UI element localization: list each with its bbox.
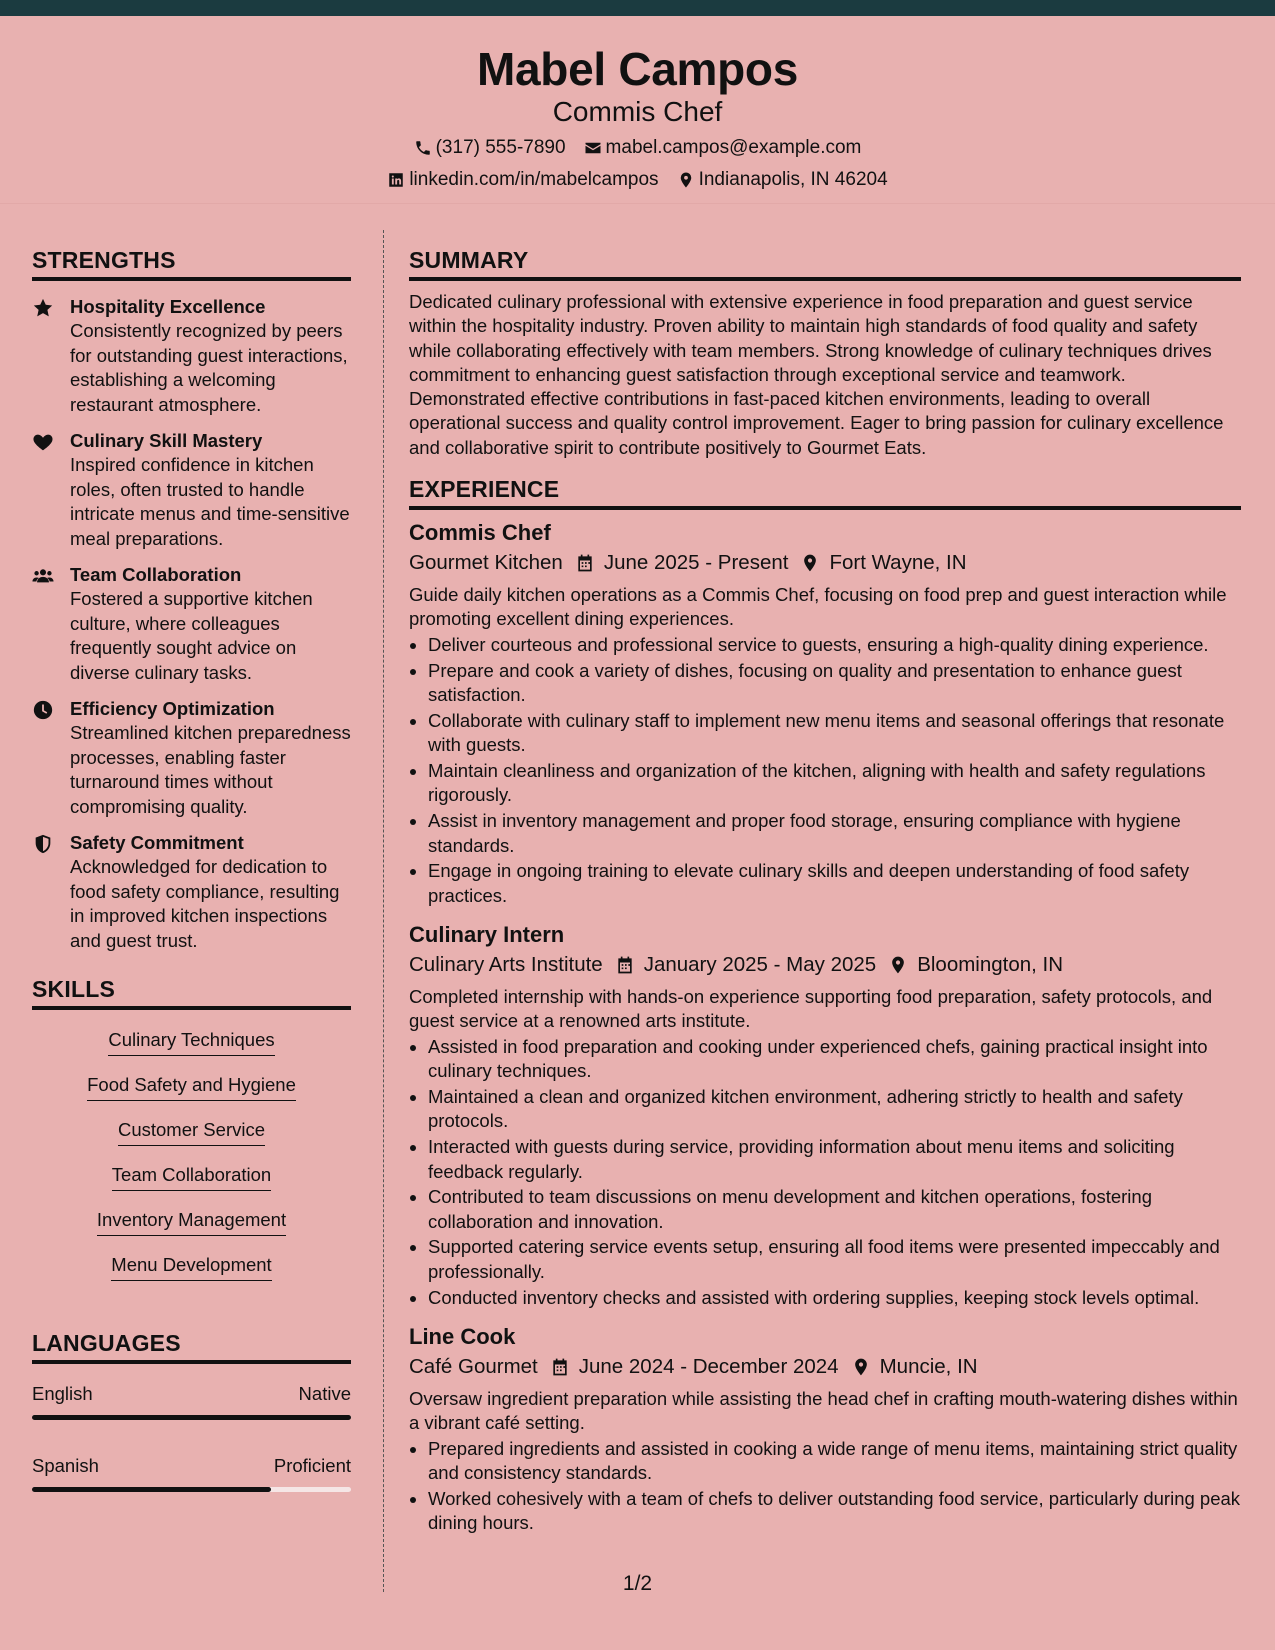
email-text[interactable]: mabel.campos@example.com — [605, 137, 862, 158]
strengths-heading: STRENGTHS — [32, 246, 351, 281]
language-item — [32, 1382, 351, 1420]
page-number: 1/2 — [622, 1572, 653, 1595]
strength-item — [32, 429, 351, 551]
job-company: Gourmet Kitchen — [409, 551, 563, 575]
location-pin-icon — [800, 553, 820, 573]
candidate-name: Mabel Campos — [476, 43, 799, 95]
job-bullets — [428, 633, 1241, 908]
strength-name: Culinary Skill Mastery — [70, 430, 263, 451]
languages-heading: LANGUAGES — [32, 1329, 351, 1364]
job-bullet: • Prepare and cook a variety of dishes, focusing on quality and presentation to enhance guest satisfaction. — [428, 659, 1241, 708]
job-entry — [409, 921, 1241, 1310]
job-dates: June 2024 - December 2024 — [578, 1354, 839, 1378]
job-bullet: • Contributed to team discussions on menu development and kitchen operations, fostering collaboration and innovation. — [428, 1185, 1241, 1234]
contact-row-2 — [0, 168, 1275, 192]
job-title: Culinary Intern — [409, 921, 565, 947]
calendar-icon — [615, 955, 635, 975]
job-company: Culinary Arts Institute — [409, 952, 603, 976]
column-divider — [383, 230, 384, 1592]
job-bullets — [428, 1035, 1241, 1310]
job-bullet: • Conducted inventory checks and assisted with ordering supplies, keeping stock levels optimal. — [428, 1286, 1241, 1310]
clock-icon — [32, 699, 54, 721]
proficiency-bar-fill — [32, 1415, 351, 1420]
job-bullet: • Maintained a clean and organized kitchen environment, adhering strictly to health and safety protocols. — [428, 1085, 1241, 1134]
star-icon — [32, 297, 54, 319]
strength-name: Safety Commitment — [70, 832, 244, 853]
language-level: Proficient — [273, 1455, 351, 1476]
linkedin-contact[interactable] — [387, 168, 658, 192]
job-description: Completed internship with hands-on experience supporting food preparation, safety protocols, and guest service at a renowned arts institute. — [409, 985, 1213, 1032]
job-entry — [409, 1323, 1241, 1536]
experience-list — [409, 519, 1241, 1536]
job-location: Bloomington, IN — [917, 952, 1064, 976]
strength-item — [32, 563, 351, 685]
users-icon — [32, 565, 54, 587]
job-dates: January 2025 - May 2025 — [643, 952, 877, 976]
email-contact[interactable] — [584, 136, 862, 160]
job-bullet: • Assisted in food preparation and cooking under experienced chefs, gaining practical insight into culinary techniques. — [428, 1035, 1241, 1084]
job-bullet: • Collaborate with culinary staff to implement new menu items and seasonal offerings that resonate with guests. — [428, 709, 1241, 758]
strengths-list — [32, 295, 351, 953]
language-name: Spanish — [32, 1455, 99, 1476]
location-text: Indianapolis, IN 46204 — [698, 169, 888, 190]
job-meta — [409, 951, 1241, 979]
calendar-icon — [575, 553, 595, 573]
resume-header — [0, 16, 1275, 204]
job-bullets — [428, 1437, 1241, 1536]
phone-icon — [414, 139, 432, 157]
candidate-title: Commis Chef — [552, 96, 723, 127]
job-dates: June 2025 - Present — [603, 551, 789, 575]
strength-description: Consistently recognized by peers for outstanding guest interactions, establishing a welcoming restaurant atmosphere. — [70, 320, 348, 415]
job-bullet: • Worked cohesively with a team of chefs to deliver outstanding food service, particularly during peak dining hours. — [428, 1487, 1241, 1536]
calendar-icon — [550, 1357, 570, 1377]
shield-icon — [32, 833, 54, 855]
languages-list — [32, 1382, 351, 1492]
strength-name: Hospitality Excellence — [70, 296, 266, 317]
job-location: Muncie, IN — [879, 1354, 978, 1378]
strength-name: Team Collaboration — [70, 564, 242, 585]
job-bullet: • Interacted with guests during service, providing information about menu items and soliciting feedback regularly. — [428, 1135, 1241, 1184]
summary-text: Dedicated culinary professional with extensive experience in food preparation and guest service within the hospitality industry. Proven ability to maintain high standards of food quality and safety while collaborating effectively with team members. Strong knowledge of culinary techniques drives commitment to enhancing guest satisfaction through exceptional service and teamwork. Demonstrated effective contributions in fast-paced kitchen environments, leading to overall operational success and quality control improvement. Eager to bring passion for culinary excellence and collaborative spirit to contribute positively to Gourmet Eats. — [409, 291, 1224, 458]
location-contact — [677, 168, 888, 192]
job-bullet: • Supported catering service events setup, ensuring all food items were presented impeccably and professionally. — [428, 1235, 1241, 1284]
strength-description: Streamlined kitchen preparedness processes, enabling faster turnaround times without compromising quality. — [70, 722, 351, 817]
location-pin-icon — [851, 1357, 871, 1377]
experience-heading: EXPERIENCE — [409, 475, 1241, 510]
strength-item — [32, 295, 351, 417]
location-pin-icon — [677, 171, 695, 189]
strength-description: Acknowledged for dedication to food safety compliance, resulting in improved kitchen inspections and guest trust. — [70, 856, 340, 951]
email-icon — [584, 139, 602, 157]
left-column — [32, 246, 351, 1492]
job-title: Commis Chef — [409, 520, 551, 546]
linkedin-icon — [387, 171, 405, 189]
skill-item: Culinary Techniques — [108, 1028, 274, 1056]
linkedin-text[interactable]: linkedin.com/in/mabelcampos — [409, 169, 659, 190]
job-title: Line Cook — [409, 1323, 516, 1349]
job-location: Fort Wayne, IN — [829, 551, 967, 575]
skill-item: Team Collaboration — [112, 1163, 271, 1191]
proficiency-bar-fill — [32, 1487, 271, 1492]
skill-item: Customer Service — [118, 1118, 265, 1146]
strength-name: Efficiency Optimization — [70, 698, 275, 719]
phone-text: (317) 555-7890 — [435, 137, 566, 158]
strength-description: Fostered a supportive kitchen culture, where colleagues frequently sought advice on diverse culinary tasks. — [70, 588, 313, 683]
language-item — [32, 1454, 351, 1492]
job-bullet: • Deliver courteous and professional service to guests, ensuring a high-quality dining experience. — [428, 633, 1241, 657]
skills-heading: SKILLS — [32, 975, 351, 1010]
job-description: Oversaw ingredient preparation while assisting the head chef in crafting mouth-watering dishes within a vibrant café setting. — [409, 1387, 1238, 1434]
job-company: Café Gourmet — [409, 1354, 538, 1378]
phone-contact — [414, 136, 566, 160]
job-bullet: • Maintain cleanliness and organization of the kitchen, aligning with health and safety regulations rigorously. — [428, 759, 1241, 808]
right-column — [409, 246, 1241, 1536]
job-bullet: • Assist in inventory management and proper food storage, ensuring compliance with hygiene standards. — [428, 809, 1241, 858]
strength-item — [32, 697, 351, 819]
contact-row-1 — [0, 136, 1275, 160]
proficiency-bar — [32, 1415, 351, 1420]
job-meta — [409, 1353, 1241, 1381]
skill-item: Inventory Management — [97, 1208, 286, 1236]
job-meta — [409, 549, 1241, 577]
strength-description: Inspired confidence in kitchen roles, often trusted to handle intricate menus and time-sensitive meal preparations. — [70, 454, 350, 549]
job-description: Guide daily kitchen operations as a Commis Chef, focusing on food prep and guest interaction while promoting excellent dining experiences. — [409, 584, 1227, 630]
proficiency-bar — [32, 1487, 351, 1492]
job-bullet: • Engage in ongoing training to elevate culinary skills and deepen understanding of food safety practices. — [428, 859, 1241, 908]
location-pin-icon — [888, 955, 908, 975]
skill-item: Food Safety and Hygiene — [87, 1073, 296, 1101]
language-level: Native — [298, 1383, 351, 1404]
top-bar — [0, 0, 1275, 16]
job-entry — [409, 519, 1241, 908]
skill-item: Menu Development — [111, 1253, 271, 1281]
heart-icon — [32, 431, 54, 453]
strength-item — [32, 831, 351, 953]
language-name: English — [32, 1383, 93, 1404]
skills-list — [32, 1028, 351, 1298]
job-bullet: • Prepared ingredients and assisted in cooking a wide range of menu items, maintaining strict quality and consistency standards. — [428, 1437, 1241, 1486]
summary-heading: SUMMARY — [409, 246, 1241, 281]
